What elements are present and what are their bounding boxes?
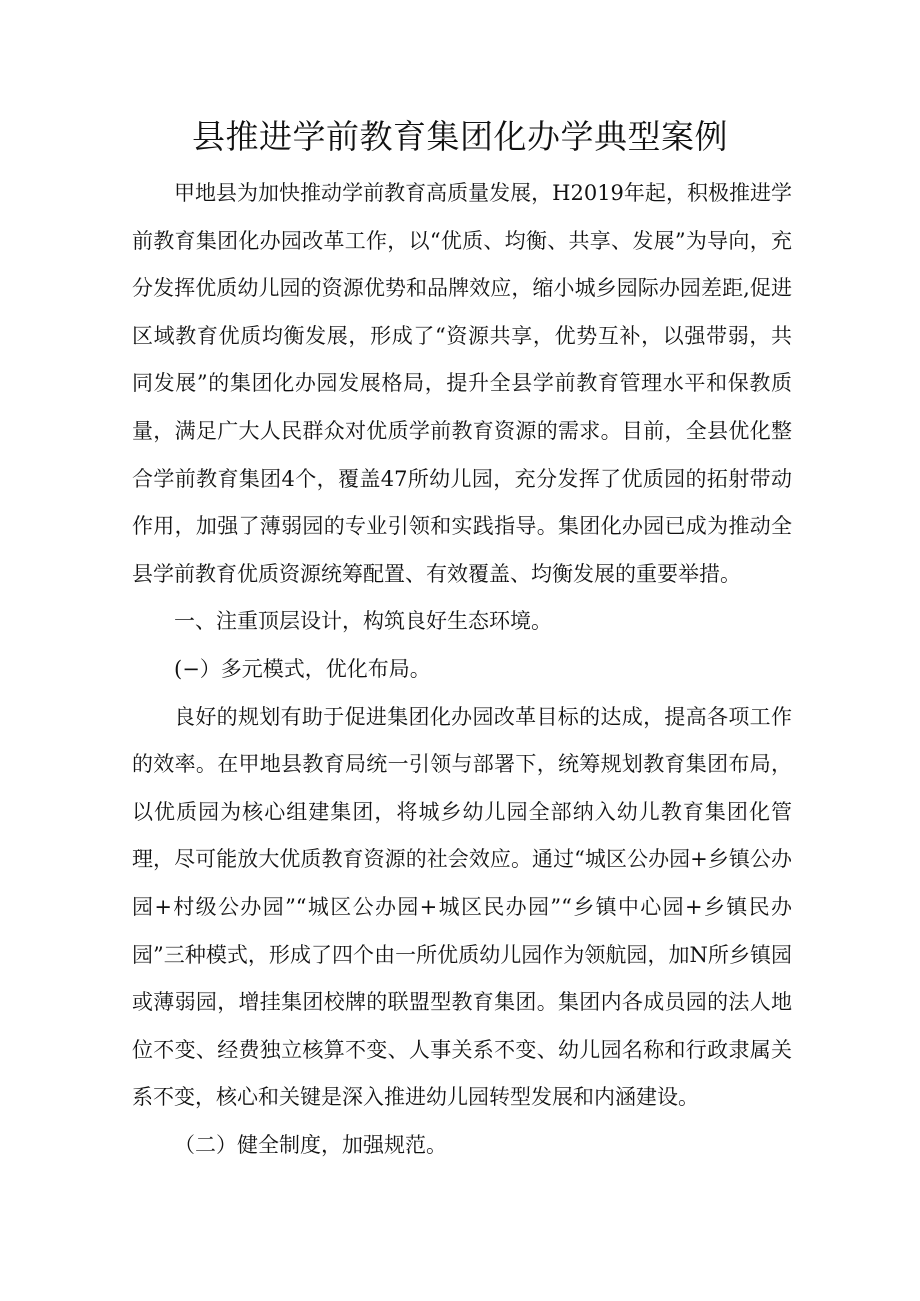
subsection-heading-1: (−）多元模式，优化布局。 [174, 656, 431, 681]
subsection-heading-2: （二）健全制度，加强规范。 [174, 1132, 447, 1157]
paragraph-layout: 良好的规划有助于促进集团化办园改革目标的达成，提高各项工作的效率。在甲地县教育局统一引领与部署下，统筹规划教育集团布局，以优质园为核心组建集团，将城乡幼儿园全部纳入幼儿教育集团化管理，尽可能放大优质教育资源的社会效应。通过“城区公办园+乡镇公办园+村级公办园”“城区公办园+城区民办园”“乡镇中心园+乡镇民办园”三种模式，形成了四个由一所优质幼儿园作为领航园，加N所乡镇园或薄弱园，增挂集团校牌的联盟型教育集团。集团内各成员园的法人地位不变、经费独立核算不变、人事关系不变、幼儿园名称和行政隶属关系不变，核心和关键是深入推进幼儿园转型发展和内涵建设。 [132, 704, 792, 1110]
document-body [132, 170, 792, 1169]
section-heading-1: 一、注重顶层设计，构筑良好生态环境。 [174, 609, 552, 634]
document-title: 县推进学前教育集团化办学典型案例 [192, 117, 728, 156]
paragraph-intro: 甲地县为加快推动学前教育高质量发展，H2019年起，积极推进学前教育集团化办园改革工作，以“优质、均衡、共享、发展”为导向，充分发挥优质幼儿园的资源优势和品牌效应，缩小城乡园际办园差距,促进区域教育优质均衡发展，形成了“资源共享，优势互补，以强带弱，共同发展”的集团化办园发展格局，提升全县学前教育管理水平和保教质量，满足广大人民群众对优质学前教育资源的需求。目前，全县优化整合学前教育集团4个，覆盖47所幼儿园，充分发挥了优质园的拓射带动作用，加强了薄弱园的专业引领和实践指导。集团化办园已成为推动全县学前教育优质资源统筹配置、有效覆盖、均衡发展的重要举措。 [132, 181, 792, 586]
